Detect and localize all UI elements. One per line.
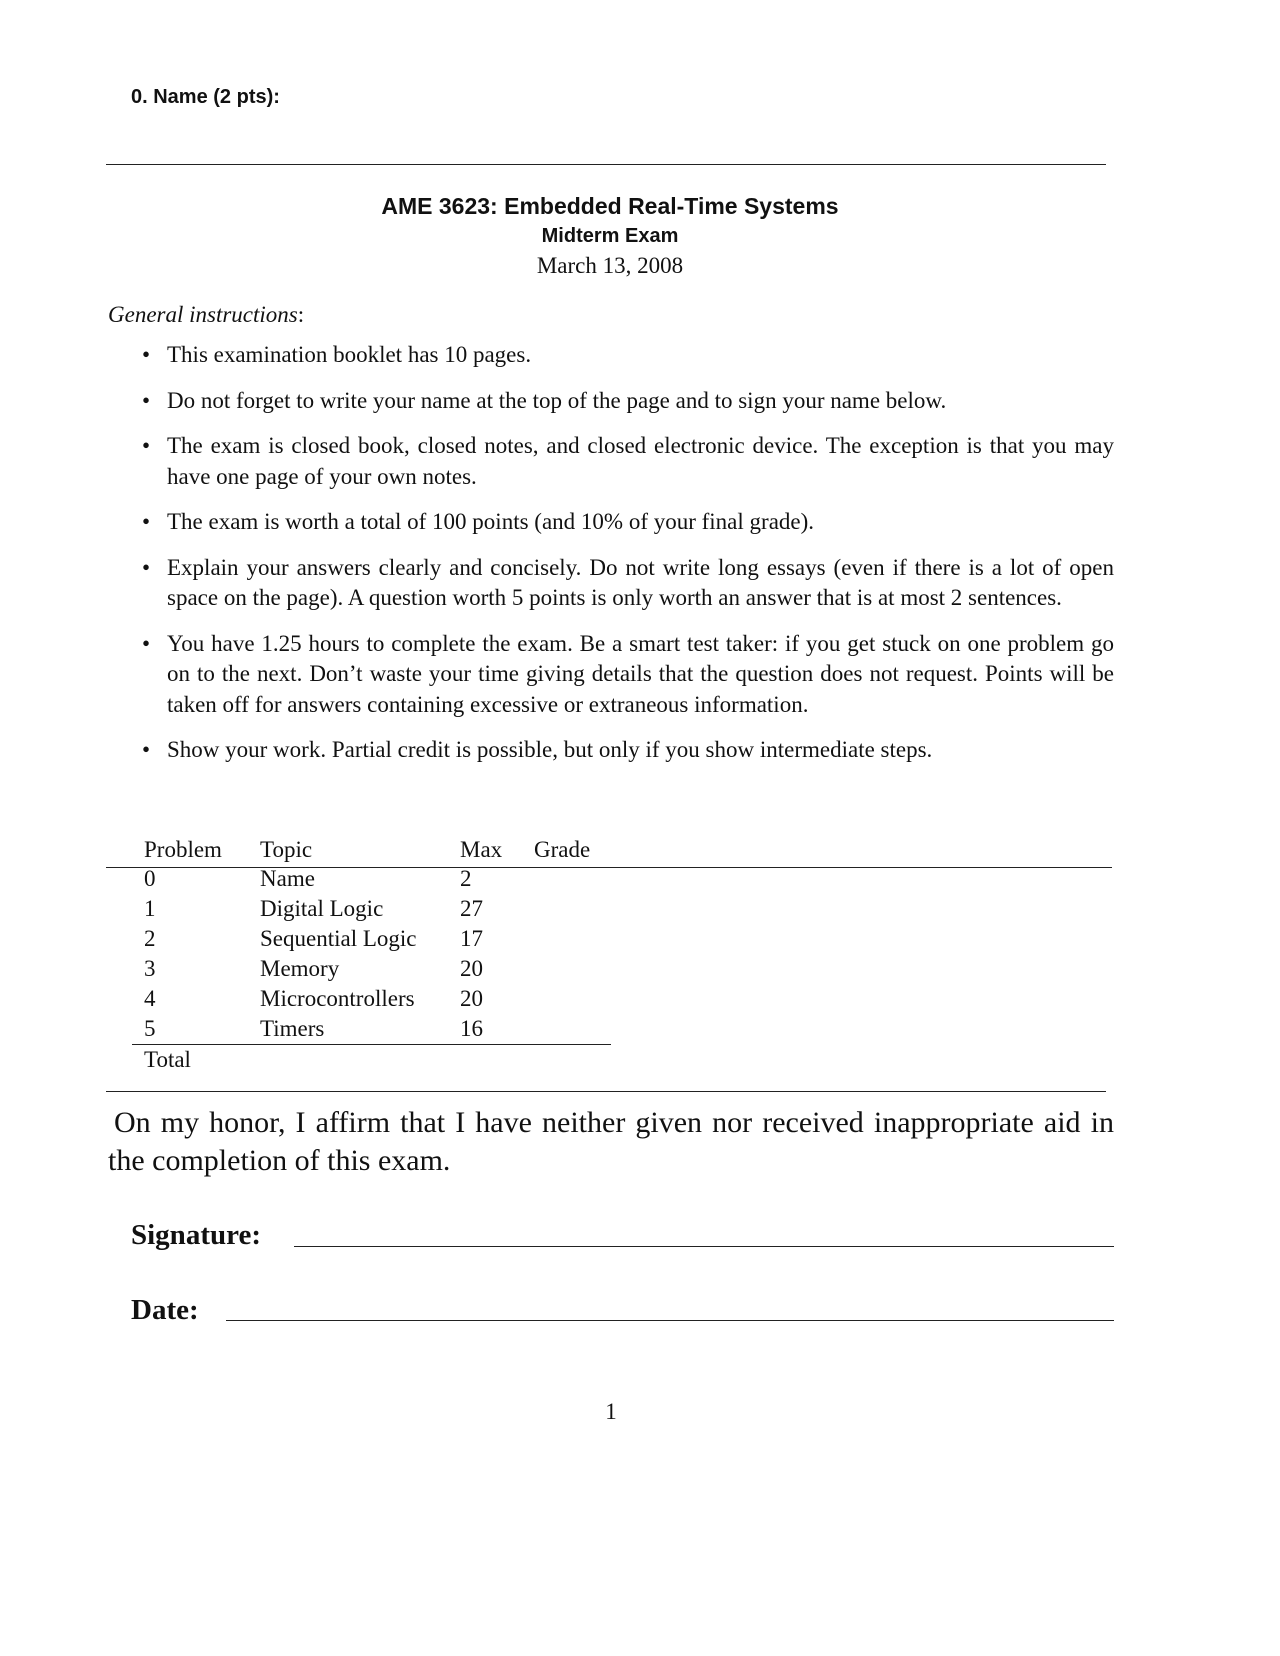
header-problem: Problem (144, 837, 222, 862)
row-problem: 5 (144, 1016, 156, 1041)
honor-statement: On my honor, I affirm that I have neither given nor received inappropriate aid in the completion of this exam. (108, 1106, 1114, 1177)
exam-title: Midterm Exam (541, 225, 679, 247)
row-problem: 4 (144, 986, 156, 1011)
row-topic: Memory (260, 956, 340, 981)
row-max: 27 (460, 896, 483, 921)
instruction-item (142, 507, 1114, 538)
instruction-item (142, 735, 1114, 766)
bullet-icon: • (142, 509, 151, 534)
exam-date: March 13, 2008 (536, 253, 684, 278)
row-problem: 3 (144, 956, 156, 981)
total-label: Total (144, 1047, 191, 1072)
row-max: 2 (460, 866, 472, 891)
row-topic: Digital Logic (260, 896, 384, 921)
date-line[interactable] (226, 1320, 1114, 1321)
instruction-text: The exam is closed book, closed notes, and closed electronic device. The exception is that you may have one page of your own notes. (167, 433, 1114, 489)
instructions-heading-text: General instructions (108, 302, 298, 327)
page-number: 1 (605, 1399, 617, 1424)
bullet-icon: • (142, 737, 151, 762)
instruction-item (142, 431, 1114, 492)
course-title: AME 3623: Embedded Real-Time Systems (381, 193, 839, 219)
row-topic: Name (260, 866, 315, 891)
instruction-text: Explain your answers clearly and concisely. Do not write long essays (even if there is a lot of open space on the page). A question worth 5 points is only worth an answer that is at most 2 sentences. (167, 554, 1114, 610)
instruction-text: You have 1.25 hours to complete the exam. Be a smart test taker: if you get stuck on one problem go on to the next. Don’t waste your time giving details that the question does not request. Points will be taken off for answers containing excessive or extraneous information. (167, 630, 1114, 717)
row-max: 16 (460, 1016, 483, 1041)
bullet-icon: • (142, 387, 151, 413)
bullet-icon: • (142, 433, 151, 458)
header-topic: Topic (260, 837, 313, 862)
name-line (106, 164, 1106, 165)
row-max: 20 (460, 956, 483, 981)
table-bottom-rule (106, 1091, 1106, 1092)
row-max: 17 (460, 926, 483, 951)
name-label: 0. Name (2 pts): (131, 86, 280, 108)
signature-line[interactable] (294, 1246, 1114, 1247)
instructions-heading (108, 302, 304, 328)
row-max: 20 (460, 986, 483, 1011)
header-rule (106, 867, 1112, 868)
row-topic: Timers (260, 1016, 325, 1041)
row-topic: Microcontrollers (260, 986, 415, 1011)
instructions-list (142, 340, 1114, 781)
instruction-text: The exam is worth a total of 100 points (and 10% of your final grade). (167, 509, 815, 534)
bullet-icon: • (142, 630, 151, 656)
bullet-icon: • (142, 342, 151, 367)
header-grade: Grade (534, 837, 591, 862)
bullet-icon: • (142, 554, 151, 580)
row-problem: 0 (144, 866, 156, 891)
instruction-item (142, 386, 1114, 417)
row-problem: 1 (144, 896, 156, 921)
instructions-heading-colon: : (297, 302, 305, 327)
row-topic: Sequential Logic (260, 926, 417, 951)
header-max: Max (460, 837, 503, 862)
instruction-item (142, 629, 1114, 721)
signature-label: Signature: (131, 1219, 261, 1251)
instruction-text: Show your work. Partial credit is possible, but only if you show intermediate steps. (167, 737, 933, 762)
instruction-text: Do not forget to write your name at the top of the page and to sign your name below. (167, 387, 947, 413)
row-problem: 2 (144, 926, 156, 951)
total-rule (132, 1044, 611, 1045)
date-label: Date: (131, 1294, 199, 1326)
instruction-item (142, 340, 1114, 371)
instruction-item (142, 553, 1114, 614)
instruction-text: This examination booklet has 10 pages. (167, 342, 532, 367)
